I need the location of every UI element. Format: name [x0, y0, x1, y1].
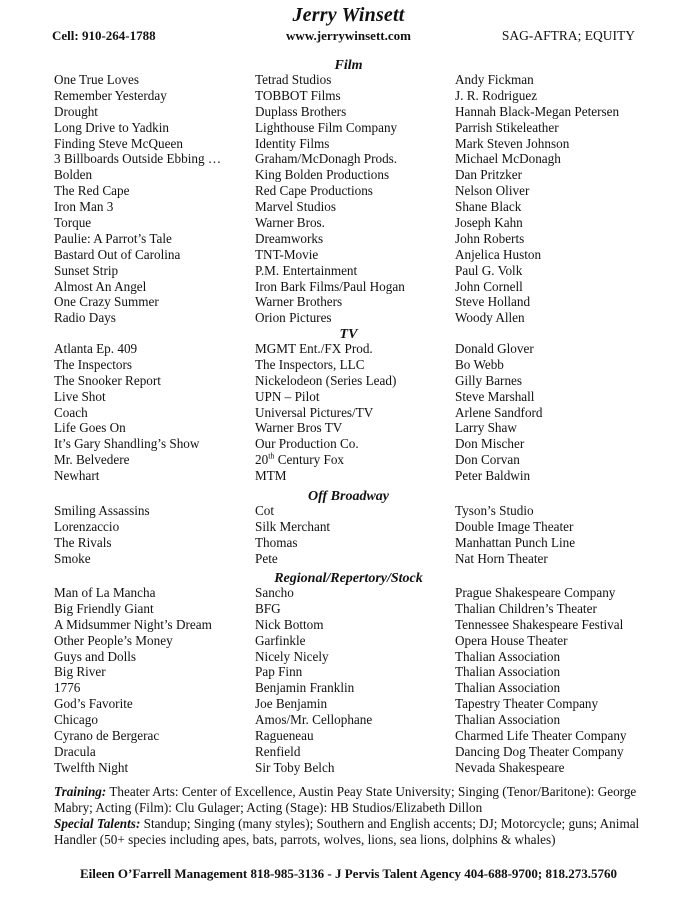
- credit-role-company: Nicely Nicely: [255, 648, 329, 664]
- special-talents-paragraph: [54, 816, 644, 848]
- credit-role-company: Nick Bottom: [255, 616, 324, 632]
- credit-title: 1776: [54, 680, 81, 696]
- credit-role-company: Pap Finn: [255, 664, 303, 680]
- credit-director-venue: Shane Black: [455, 199, 522, 215]
- credit-role-company: UPN – Pilot: [255, 388, 320, 404]
- credit-role-company: Garfinkle: [255, 632, 306, 648]
- credit-director-venue: John Cornell: [455, 278, 523, 294]
- credit-role-company: P.M. Entertainment: [255, 262, 358, 278]
- credit-title: The Red Cape: [54, 183, 130, 199]
- credit-title: The Snooker Report: [54, 372, 161, 388]
- credit-row: [0, 357, 697, 373]
- credit-role-company: Iron Bark Films/Paul Hogan: [255, 278, 405, 294]
- credit-title: The Inspectors: [54, 356, 132, 372]
- credit-director-venue: Don Mischer: [455, 436, 525, 452]
- credit-title: Cyrano de Bergerac: [54, 728, 160, 744]
- credit-title: Man of La Mancha: [54, 585, 156, 600]
- credit-row: [0, 104, 697, 120]
- credit-row: [0, 503, 697, 519]
- credit-director-venue: Steve Marshall: [455, 388, 535, 404]
- credit-row: [0, 279, 697, 295]
- credit-director-venue: Don Corvan: [455, 452, 520, 468]
- credit-row: [0, 649, 697, 665]
- credit-director-venue: Double Image Theater: [455, 518, 574, 534]
- credit-title: It’s Gary Shandling’s Show: [54, 436, 200, 452]
- credit-row: [0, 712, 697, 728]
- credit-director-venue: Dancing Dog Theater Company: [455, 743, 624, 759]
- credit-role-company: Lighthouse Film Company: [255, 119, 398, 135]
- section-title: Off Broadway: [307, 489, 390, 504]
- credit-title: Life Goes On: [54, 420, 126, 436]
- credit-title: Lorenzaccio: [54, 518, 120, 534]
- credit-row: [0, 341, 697, 357]
- credit-title: Smoke: [54, 550, 91, 566]
- credit-director-venue: Tennessee Shakespeare Festival: [455, 616, 624, 632]
- credit-title: One True Loves: [54, 72, 139, 87]
- credit-row: [0, 760, 697, 776]
- credit-title: Twelfth Night: [54, 759, 129, 775]
- credit-role-company: Pete: [255, 550, 278, 566]
- credit-title: Mr. Belvedere: [54, 452, 130, 468]
- credit-director-venue: Bo Webb: [455, 356, 504, 372]
- credit-title: Bolden: [54, 167, 93, 183]
- credit-director-venue: Nat Horn Theater: [455, 550, 548, 566]
- credit-row: [0, 263, 697, 279]
- credit-role-company: Universal Pictures/TV: [255, 404, 374, 420]
- credit-role-company: TNT-Movie: [255, 246, 319, 262]
- credit-role-company: Warner Bros TV: [255, 420, 343, 436]
- credit-title: One Crazy Summer: [54, 294, 159, 310]
- credit-title: Smiling Assassins: [54, 503, 150, 518]
- credit-role-company: Identity Films: [255, 135, 330, 151]
- credit-row: [0, 436, 697, 452]
- credit-row: [0, 468, 697, 484]
- credit-role-company: Graham/McDonagh Prods.: [255, 151, 398, 167]
- credit-title: Chicago: [54, 712, 98, 728]
- website-link[interactable]: www.jerrywinsett.com: [286, 28, 411, 43]
- credit-director-venue: Nelson Oliver: [455, 183, 530, 199]
- credit-title: Newhart: [54, 468, 100, 484]
- credit-director-venue: John Roberts: [455, 230, 525, 246]
- credit-title: Big River: [54, 664, 106, 680]
- credit-role-company: Silk Merchant: [255, 518, 331, 534]
- credit-row: [0, 617, 697, 633]
- credit-row: [0, 680, 697, 696]
- credit-title: Atlanta Ep. 409: [54, 341, 138, 356]
- credit-role-company: Orion Pictures: [255, 310, 332, 326]
- credit-director-venue: Thalian Children’s Theater: [455, 600, 597, 616]
- credit-director-venue: Paul G. Volk: [455, 262, 523, 278]
- credit-title: Remember Yesterday: [54, 87, 167, 103]
- credit-director-venue: Anjelica Huston: [455, 246, 542, 262]
- credit-row: [0, 120, 697, 136]
- actor-name: Jerry Winsett: [292, 4, 405, 26]
- section-credits: [0, 341, 697, 484]
- credit-row: [0, 310, 697, 326]
- credit-row: [0, 728, 697, 744]
- credit-director-venue: Gilly Barnes: [455, 372, 523, 388]
- credit-director-venue: Joseph Kahn: [455, 215, 523, 231]
- credit-row: [0, 696, 697, 712]
- credit-director-venue: Tyson’s Studio: [455, 503, 534, 518]
- credit-role-company: Renfield: [255, 743, 301, 759]
- credit-director-venue: Arlene Sandford: [455, 404, 543, 420]
- special-talents-label: Special Talents:: [54, 816, 141, 831]
- training-block: [54, 784, 644, 848]
- credit-row: [0, 373, 697, 389]
- credit-role-company: MGMT Ent./FX Prod.: [255, 341, 373, 356]
- credit-director-venue: Thalian Association: [455, 664, 561, 680]
- credit-row: [0, 247, 697, 263]
- credit-row: [0, 585, 697, 601]
- section-title: Film: [334, 58, 363, 73]
- credit-role-company: Thomas: [255, 534, 298, 550]
- credit-row: [0, 389, 697, 405]
- credit-row: [0, 88, 697, 104]
- credit-role-company: Sancho: [255, 585, 294, 600]
- credit-title: Big Friendly Giant: [54, 600, 154, 616]
- credit-title: Bastard Out of Carolina: [54, 246, 181, 262]
- credit-row: [0, 215, 697, 231]
- section-credits: [0, 72, 697, 326]
- credit-row: [0, 72, 697, 88]
- credit-role-company: 20th Century Fox: [255, 451, 345, 468]
- credit-row: [0, 151, 697, 167]
- credit-title: The Rivals: [54, 534, 112, 550]
- credit-role-company: Benjamin Franklin: [255, 680, 355, 696]
- special-talents-text: Standup; Singing (many styles); Southern and English accents; DJ; Motorcycle; guns; Animal Handler (50+ species including apes, bats, parrots, wolves, lions, sea lions, dolphins & whales): [54, 816, 640, 847]
- credit-director-venue: Mark Steven Johnson: [455, 135, 570, 151]
- credit-row: [0, 664, 697, 680]
- section-title: Regional/Repertory/Stock: [274, 571, 423, 586]
- credit-role-company: Our Production Co.: [255, 436, 359, 452]
- credit-director-venue: Thalian Association: [455, 648, 561, 664]
- credit-role-company: Tetrad Studios: [255, 72, 332, 87]
- credit-title: Paulie: A Parrot’s Tale: [54, 230, 172, 246]
- credit-director-venue: J. R. Rodriguez: [455, 87, 538, 103]
- credit-role-company: King Bolden Productions: [255, 167, 390, 183]
- training-label: Training:: [54, 784, 107, 799]
- training-paragraph: [54, 784, 644, 816]
- credit-director-venue: Thalian Association: [455, 712, 561, 728]
- credit-director-venue: Andy Fickman: [455, 72, 534, 87]
- credit-role-company: Ragueneau: [255, 728, 314, 744]
- credit-director-venue: Nevada Shakespeare: [455, 759, 565, 775]
- credit-director-venue: Manhattan Punch Line: [455, 534, 576, 550]
- credit-role-company: Red Cape Productions: [255, 183, 373, 199]
- credit-role-company: Marvel Studios: [255, 199, 336, 215]
- credit-director-venue: Dan Pritzker: [455, 167, 523, 183]
- credit-row: [0, 183, 697, 199]
- credit-director-venue: Michael McDonagh: [455, 151, 561, 167]
- credit-director-venue: Hannah Black-Megan Petersen: [455, 103, 620, 119]
- credit-row: [0, 294, 697, 310]
- credit-title: A Midsummer Night’s Dream: [54, 616, 212, 632]
- section-title: TV: [339, 327, 358, 342]
- credit-title: Dracula: [54, 743, 96, 759]
- credit-director-venue: Steve Holland: [455, 294, 531, 310]
- credit-row: [0, 167, 697, 183]
- credit-role-company: Sir Toby Belch: [255, 759, 335, 775]
- credit-role-company: The Inspectors, LLC: [255, 356, 365, 372]
- credit-title: Almost An Angel: [54, 278, 147, 294]
- credit-row: [0, 405, 697, 421]
- agency-contacts: Eileen O’Farrell Management 818-985-3136 - J Pervis Talent Agency 404-688-9700; 818.273.5760: [79, 866, 618, 881]
- credit-director-venue: Thalian Association: [455, 680, 561, 696]
- credit-row: [0, 452, 697, 468]
- credit-title: Coach: [54, 404, 88, 420]
- credit-director-venue: Opera House Theater: [455, 632, 568, 648]
- credit-director-venue: Larry Shaw: [455, 420, 517, 436]
- credit-title: Long Drive to Yadkin: [54, 119, 170, 135]
- credit-title: Guys and Dolls: [54, 648, 137, 664]
- credit-director-venue: Tapestry Theater Company: [455, 696, 599, 712]
- credit-role-company: Dreamworks: [255, 230, 324, 246]
- credit-role-company: Duplass Brothers: [255, 103, 347, 119]
- credit-row: [0, 420, 697, 436]
- credit-row: [0, 136, 697, 152]
- credit-role-company: Warner Bros.: [255, 215, 325, 231]
- credit-title: God’s Favorite: [54, 696, 133, 712]
- credit-role-company: Cot: [255, 503, 275, 518]
- credit-title: Finding Steve McQueen: [54, 135, 183, 151]
- credit-title: Torque: [54, 215, 92, 231]
- credit-title: 3 Billboards Outside Ebbing …: [54, 151, 222, 167]
- credit-title: Sunset Strip: [54, 262, 119, 278]
- credit-row: [0, 199, 697, 215]
- credit-row: [0, 231, 697, 247]
- credit-director-venue: Prague Shakespeare Company: [455, 585, 616, 600]
- credit-director-venue: Peter Baldwin: [455, 468, 531, 484]
- credit-title: Other People’s Money: [54, 632, 173, 648]
- cell-phone: Cell: 910-264-1788: [52, 28, 156, 43]
- credit-role-company: Amos/Mr. Cellophane: [255, 712, 373, 728]
- section-credits: [0, 503, 697, 567]
- credit-row: [0, 535, 697, 551]
- credit-role-company: Warner Brothers: [255, 294, 343, 310]
- credit-role-company: Joe Benjamin: [255, 696, 328, 712]
- credit-title: Radio Days: [54, 310, 116, 326]
- union-affiliations: SAG-AFTRA; EQUITY: [501, 28, 635, 43]
- credit-director-venue: Woody Allen: [455, 310, 525, 326]
- credit-title: Live Shot: [54, 388, 106, 404]
- credit-row: [0, 744, 697, 760]
- credit-role-company: TOBBOT Films: [255, 87, 341, 103]
- credit-director-venue: Donald Glover: [455, 341, 534, 356]
- credit-role-company: Nickelodeon (Series Lead): [255, 372, 397, 388]
- credit-title: Drought: [54, 103, 98, 119]
- credit-director-venue: Parrish Stikeleather: [455, 119, 559, 135]
- credit-role-company: MTM: [255, 468, 287, 484]
- credit-director-venue: Charmed Life Theater Company: [455, 728, 627, 744]
- credit-row: [0, 519, 697, 535]
- credit-row: [0, 601, 697, 617]
- credit-title: Iron Man 3: [54, 199, 114, 215]
- credit-role-company: BFG: [255, 600, 281, 616]
- section-credits: [0, 585, 697, 776]
- training-text: Theater Arts: Center of Excellence, Austin Peay State University; Singing (Tenor/Baritone): George Mabry; Acting (Film): Clu Gulager; Acting (Stage): HB Studios/Elizabeth Dillon: [54, 784, 637, 815]
- credit-row: [0, 551, 697, 567]
- credit-row: [0, 633, 697, 649]
